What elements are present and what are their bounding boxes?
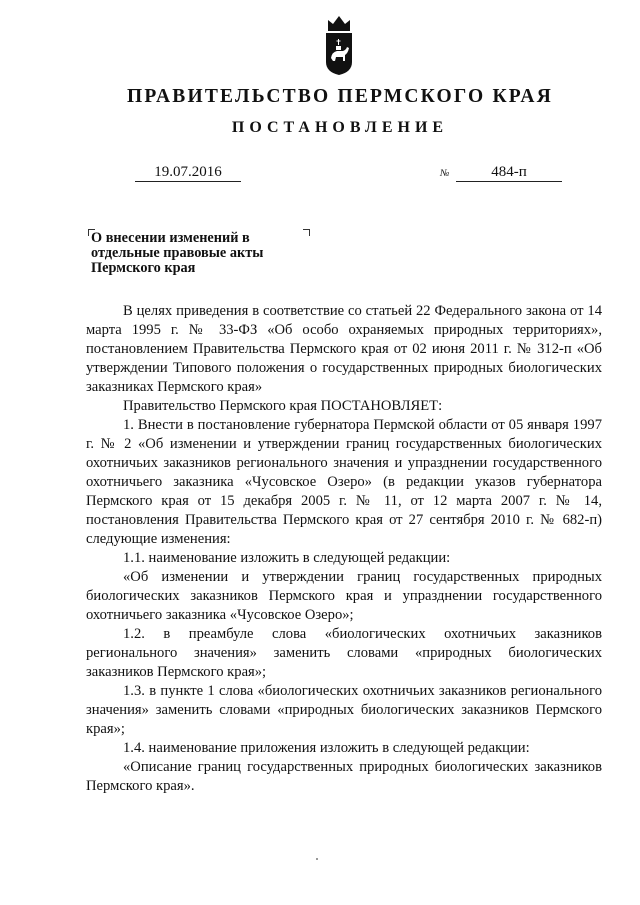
document-date: 19.07.2016 (135, 163, 241, 182)
perm-krai-coat-of-arms-icon (324, 14, 354, 76)
paragraph-item-1-4-text: «Описание границ государственных природных биологических заказников Пермского края». (86, 759, 602, 794)
paragraph-item-1-1: 1.1. наименование изложить в следующей редакции: (123, 550, 451, 566)
paragraph-item-1: 1. Внести в постановление губернатора Пермской области от 05 января 1997 г. № 2 «Об изменении и утверждении границ государственных биологических охотничьих заказников регионального значения и упразднении государственного охотничьего заказника «Чусовское Озеро» (в редакции указов губернатора Пермского края от 15 декабря 2005 г. № 11, от 12 марта 2007 г. № 14, постановления Правительства Пермского края от 27 сентября 2010 г. № 682-п) следующие изменения: (86, 417, 602, 547)
document-body (86, 302, 602, 796)
number-label: № (440, 168, 450, 179)
paragraph-item-1-1-text: «Об изменении и утверждении границ государственных природных биологических заказников Пермского края и упразднении государственного охотничьего заказника «Чусовское Озеро»; (86, 569, 602, 623)
paragraph-item-1-4: 1.4. наименование приложения изложить в следующей редакции: (123, 740, 530, 756)
document-number: 484-п (456, 163, 562, 182)
subject-corner-top-right (303, 229, 310, 236)
scan-speck (316, 858, 318, 860)
document-type-title: ПОСТАНОВЛЕНИЕ (231, 119, 449, 136)
organization-title: ПРАВИТЕЛЬСТВО ПЕРМСКОГО КРАЯ (127, 86, 553, 107)
paragraph-item-1-3: 1.3. в пункте 1 слова «биологических охотничьих заказников регионального значения» заменить словами «природных биологических заказников Пермского края»; (86, 683, 602, 737)
document-subject: О внесении изменений в отдельные правовые акты Пермского края (91, 230, 264, 276)
paragraph-item-1-2: 1.2. в преамбуле слова «биологических охотничьих заказников регионального значения» заменить словами «природных биологических заказников Пермского края»; (86, 626, 602, 680)
paragraph-preamble: В целях приведения в соответствие со статьей 22 Федерального закона от 14 марта 1995 г. № 33-ФЗ «Об особо охраняемых природных территориях», постановлением Правительства Пермского края от 02 июня 2011 г. № 312-п «Об утверждении Типового положения о государственных природных биологических заказниках Пермского края» (86, 303, 602, 395)
paragraph-resolves: Правительство Пермского края ПОСТАНОВЛЯЕТ: (123, 398, 443, 414)
